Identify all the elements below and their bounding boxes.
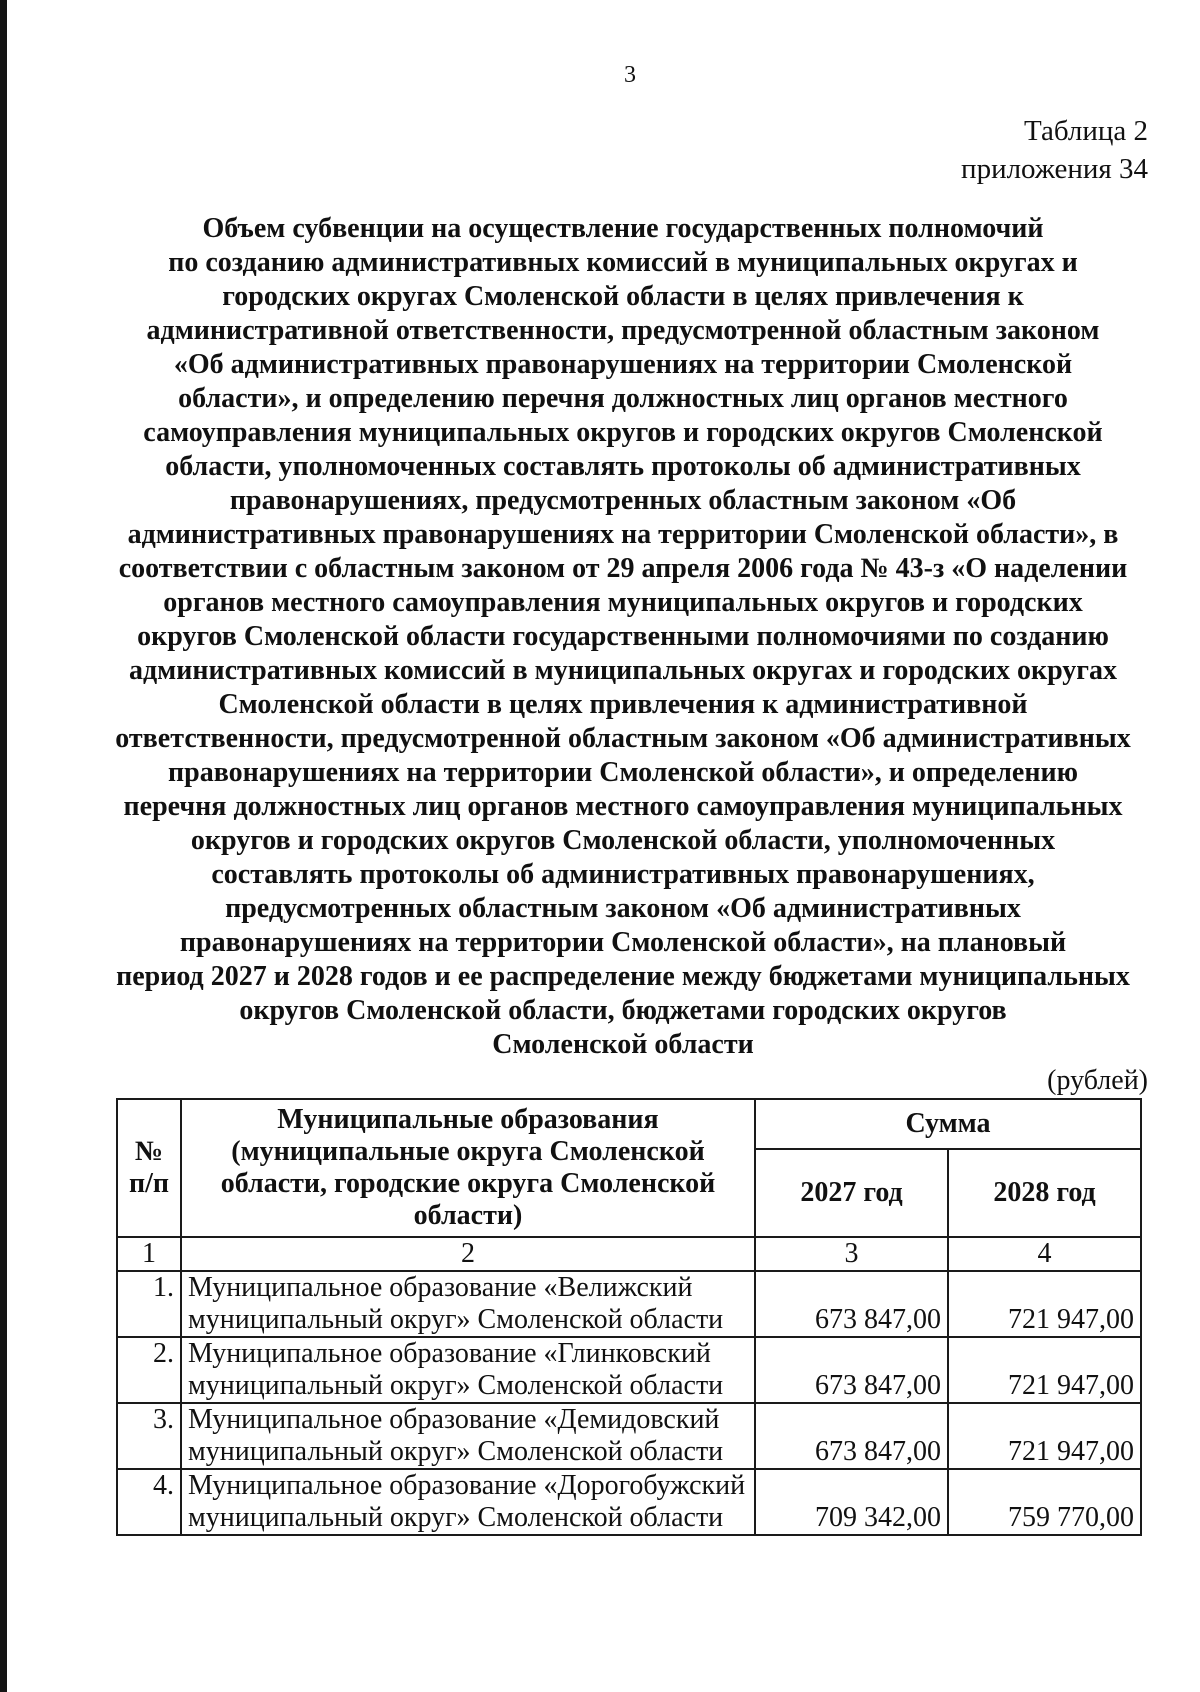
page-number: 3 [624,62,636,88]
row-amount-2027: 673 847,00 [755,1337,948,1403]
row-amount-2028: 721 947,00 [948,1337,1141,1403]
table-row [117,1271,1141,1337]
row-amount-2028: 721 947,00 [948,1403,1141,1469]
row-municipality: Муниципальное образование «Велижский муниципальный округ» Смоленской области [181,1271,755,1337]
row-amount-2027: 709 342,00 [755,1469,948,1535]
header-year-2027: 2027 год [755,1149,948,1237]
column-number: 1 [117,1237,181,1271]
row-municipality: Муниципальное образование «Дорогобужский муниципальный округ» Смоленской области [181,1469,755,1535]
document-title: Объем субвенции на осуществление государственных полномочий по созданию административных комиссий в муниципальных округах и городских округах Смоленской области в целях привлечения к административной ответственности, предусмотренной областным законом «Об административных правонарушениях на территории Смоленской области», и определению перечня должностных лиц органов местного самоуправления муниципальных округов и городских округов Смоленской области, уполномоченных составлять протоколы об административных правонарушениях, предусмотренных областным законом «Об административных правонарушениях на территории Смоленской области», в соответствии с областным законом от 29 апреля 2006 года № 43-з «О наделении органов местного самоуправления муниципальных округов и городских округов Смоленской области государственными полномочиями по созданию административных комиссий в муниципальных округах и городских округах Смоленской области в целях привлечения к административной ответственности, предусмотренной областным законом «Об административных правонарушениях на территории Смоленской области», и определению перечня должностных лиц органов местного самоуправления муниципальных округов и городских округов Смоленской области, уполномоченных составлять протоколы об административных правонарушениях, предусмотренных областным законом «Об административных правонарушениях на территории Смоленской области», на плановый период 2027 и 2028 годов и ее распределение между бюджетами муниципальных округов Смоленской области, бюджетами городских округов Смоленской области [115,213,1131,1060]
caption-table-number: Таблица 2 [1023,115,1148,147]
header-sum: Сумма [755,1099,1141,1149]
caption-appendix: приложения 34 [961,153,1148,185]
row-number: 2. [117,1337,181,1403]
row-municipality: Муниципальное образование «Глинковский муниципальный округ» Смоленской области [181,1337,755,1403]
table-row [117,1469,1141,1535]
row-amount-2028: 721 947,00 [948,1271,1141,1337]
row-amount-2028: 759 770,00 [948,1469,1141,1535]
row-municipality: Муниципальное образование «Демидовский муниципальный округ» Смоленской области [181,1403,755,1469]
column-number: 3 [755,1237,948,1271]
row-amount-2027: 673 847,00 [755,1271,948,1337]
column-numbers-row [117,1237,1141,1271]
header-year-2028: 2028 год [948,1149,1141,1237]
table-caption [961,112,1148,188]
column-number: 4 [948,1237,1141,1271]
table-row [117,1337,1141,1403]
scan-edge-rule [0,0,7,1692]
table-row [117,1403,1141,1469]
column-number: 2 [181,1237,755,1271]
subvention-table [116,1098,1142,1536]
row-amount-2027: 673 847,00 [755,1403,948,1469]
row-number: 3. [117,1403,181,1469]
units-label: (рублей) [1047,1065,1148,1096]
row-number: 1. [117,1271,181,1337]
header-name: Муниципальные образования (муниципальные округа Смоленской области, городские округа Смоленской области) [181,1099,755,1237]
header-num: № п/п [117,1099,181,1237]
row-number: 4. [117,1469,181,1535]
